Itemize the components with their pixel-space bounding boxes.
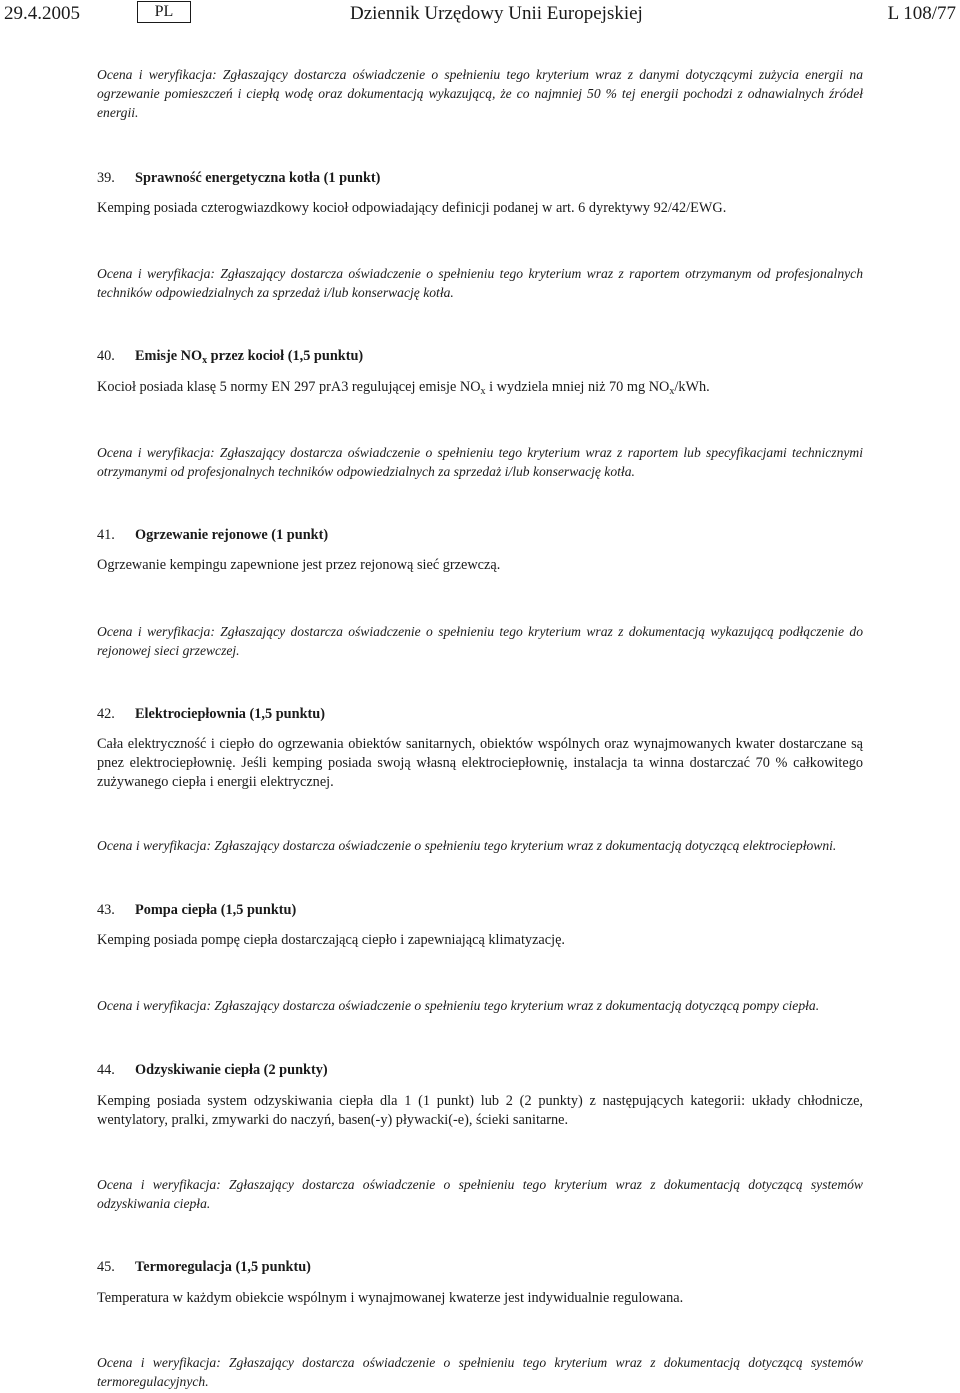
criterion-text: Kemping posiada pompę ciepła dostarczającą ciepło i zapewniającą klimatyzację. bbox=[97, 932, 565, 948]
assessment-text: Ocena i weryfikacja: Zgłaszający dostarcza oświadczenie o spełnieniu tego kryterium wraz z dokumentacją dotyczącą systemów termoregulacyjnych. bbox=[97, 1355, 863, 1389]
section-title: Termoregulacja (1,5 punktu) bbox=[135, 1259, 311, 1275]
intro-assessment-block bbox=[97, 65, 863, 122]
section-39-assessment bbox=[97, 264, 863, 302]
section-title: Ogrzewanie rejonowe (1 punkt) bbox=[135, 527, 329, 543]
section-43-heading bbox=[97, 901, 863, 920]
page-number: L 108/77 bbox=[887, 3, 956, 24]
section-43-assessment bbox=[97, 996, 863, 1015]
assessment-text: Ocena i weryfikacja: Zgłaszający dostarcza oświadczenie o spełnieniu tego kryterium wraz z dokumentacją wykazującą podłączenie do rejonowej sieci grzewczej. bbox=[97, 624, 863, 658]
section-number: 39. bbox=[97, 170, 115, 186]
section-42-assessment bbox=[97, 836, 863, 855]
criterion-text: Kemping posiada system odzyskiwania ciepła dla 1 (1 punkt) lub 2 (2 punkty) z następujących kategorii: układy chłodnicze, wentylatory, pralki, zmywarki do naczyń, basen(-y) pływacki(-e), ścieki sanitarne. bbox=[97, 1093, 863, 1128]
section-43-body bbox=[97, 931, 863, 950]
section-number: 42. bbox=[97, 706, 115, 722]
assessment-text: Ocena i weryfikacja: Zgłaszający dostarcza oświadczenie o spełnieniu tego kryterium wraz z dokumentacją dotyczącą systemów odzyskiwania ciepła. bbox=[97, 1177, 863, 1211]
assessment-text: Ocena i weryfikacja: Zgłaszający dostarcza oświadczenie o spełnieniu tego kryterium wraz z dokumentacją dotyczącą pompy ciepła. bbox=[97, 998, 820, 1013]
assessment-text: Ocena i weryfikacja: Zgłaszający dostarcza oświadczenie o spełnieniu tego kryterium wraz z raportem otrzymanym od profesjonalnych techników odpowiedzialnych za sprzedaż i/lub konserwację kotła. bbox=[97, 266, 863, 300]
section-number: 45. bbox=[97, 1259, 115, 1275]
section-41-heading bbox=[97, 526, 863, 545]
assessment-text: Ocena i weryfikacja: Zgłaszający dostarcza oświadczenie o spełnieniu tego kryterium wraz z dokumentacją dotyczącą elektrociepłowni. bbox=[97, 838, 837, 853]
section-40-assessment bbox=[97, 443, 863, 481]
assessment-text: Ocena i weryfikacja: Zgłaszający dostarcza oświadczenie o spełnieniu tego kryterium wraz z danymi dotyczącymi zużycia energii na ogrzewanie pomieszczeń i ciepłą wodę oraz dokumentacją wykazującą, że co najmniej 50 % tej energii pochodzi z odnawialnych źródeł energii. bbox=[97, 67, 863, 120]
section-45-body bbox=[97, 1289, 863, 1308]
section-44-heading bbox=[97, 1061, 863, 1080]
section-42-heading bbox=[97, 705, 863, 724]
criterion-text: Kemping posiada czterogwiazdkowy kocioł odpowiadający definicji podanej w art. 6 dyrektywy 92/42/EWG. bbox=[97, 200, 727, 216]
journal-title: Dziennik Urzędowy Unii Europejskiej bbox=[350, 3, 643, 24]
section-number: 44. bbox=[97, 1062, 115, 1078]
section-39-body bbox=[97, 199, 863, 218]
section-title: Emisje $NO_x$ przez kocioł (1,5 punktu) bbox=[135, 348, 364, 366]
page-header bbox=[0, 0, 960, 34]
section-number: 40. bbox=[97, 348, 115, 364]
section-44-body bbox=[97, 1092, 863, 1130]
section-45-heading bbox=[97, 1258, 863, 1277]
section-title: Pompa ciepła (1,5 punktu) bbox=[135, 902, 297, 918]
criterion-text: Temperatura w każdym obiekcie wspólnym i wynajmowanej kwaterze jest indywidualnie regulowana. bbox=[97, 1290, 684, 1306]
section-40-heading bbox=[97, 347, 863, 366]
section-41-body bbox=[97, 556, 863, 575]
section-title: Sprawność energetyczna kotła (1 punkt) bbox=[135, 170, 381, 186]
section-44-assessment bbox=[97, 1175, 863, 1213]
section-number: 41. bbox=[97, 527, 115, 543]
section-39-heading bbox=[97, 169, 863, 188]
section-title: Odzyskiwanie ciepła (2 punkty) bbox=[135, 1062, 328, 1078]
section-45-assessment bbox=[97, 1353, 863, 1391]
section-number: 43. bbox=[97, 902, 115, 918]
assessment-text: Ocena i weryfikacja: Zgłaszający dostarcza oświadczenie o spełnieniu tego kryterium wraz z raportem lub specyfikacjami technicznymi otrzymanymi od profesjonalnych techników odpowiedzialnych za sprzedaż i/lub konserwację kotła. bbox=[97, 445, 863, 479]
criterion-text: Kocioł posiada klasę 5 normy EN 297 prA3 regulującej emisje $NO_x$ i wydziela mniej niż 70 mg $NO_x$/kWh. bbox=[97, 379, 710, 397]
section-41-assessment bbox=[97, 622, 863, 660]
section-title: Elektrociepłownia (1,5 punktu) bbox=[135, 706, 325, 722]
criterion-text: Ogrzewanie kempingu zapewnione jest przez rejonową sieć grzewczą. bbox=[97, 557, 501, 573]
language-badge: PL bbox=[137, 1, 191, 23]
section-40-body bbox=[97, 378, 863, 397]
criterion-text: Cała elektryczność i ciepło do ogrzewania obiektów sanitarnych, obiektów wspólnych oraz wynajmowanych kwater dostarczane są pnez elektrociepłownię. Jeśli kemping posiada swoją własną elektrociepłownię, instalacja ta winna dostarczać 70 % całkowitego zużywanego ciepła i energii elektrycznej. bbox=[97, 736, 863, 790]
section-42-body bbox=[97, 735, 863, 792]
publication-date: 29.4.2005 bbox=[4, 3, 80, 24]
